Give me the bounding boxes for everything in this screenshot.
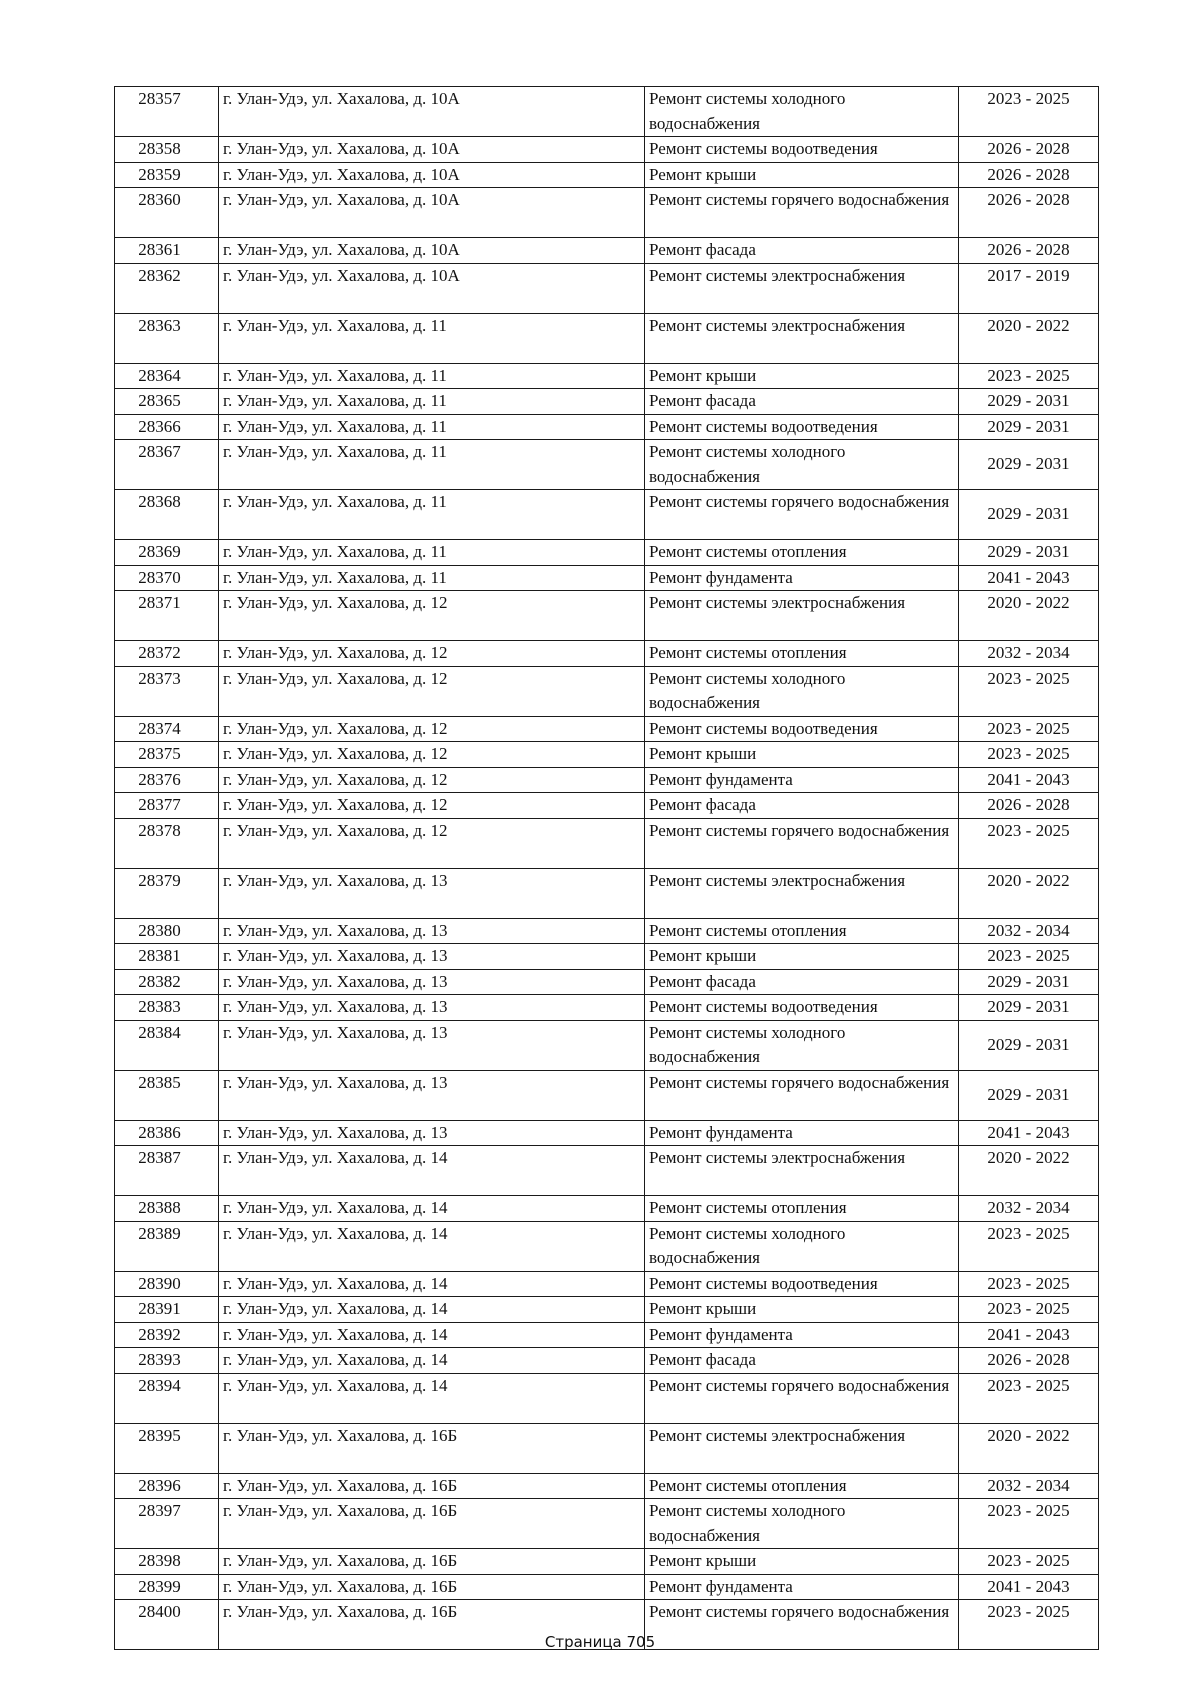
- row-number-cell: 28400: [115, 1600, 219, 1650]
- period-cell: 2023 - 2025: [959, 1221, 1099, 1271]
- table-row: [115, 1322, 1099, 1348]
- work-type-cell: Ремонт фундамента: [645, 1322, 959, 1348]
- work-type-cell: Ремонт крыши: [645, 1297, 959, 1323]
- address-cell: г. Улан-Удэ, ул. Хахалова, д. 12: [219, 818, 645, 868]
- row-number-cell: 28368: [115, 490, 219, 540]
- work-type-cell: Ремонт системы отопления: [645, 1473, 959, 1499]
- period-cell: 2041 - 2043: [959, 767, 1099, 793]
- table-row: [115, 414, 1099, 440]
- work-type-cell: Ремонт системы электроснабжения: [645, 313, 959, 363]
- page-number: Страница 705: [544, 1633, 656, 1651]
- table-row: [115, 666, 1099, 716]
- period-cell: 2029 - 2031: [959, 1070, 1099, 1120]
- row-number-cell: 28370: [115, 565, 219, 591]
- row-number-cell: 28365: [115, 389, 219, 415]
- period-cell: 2023 - 2025: [959, 742, 1099, 768]
- table-row: [115, 1020, 1099, 1070]
- address-cell: г. Улан-Удэ, ул. Хахалова, д. 13: [219, 1120, 645, 1146]
- period-cell: 2041 - 2043: [959, 565, 1099, 591]
- period-cell: 2029 - 2031: [959, 540, 1099, 566]
- period-cell: 2032 - 2034: [959, 641, 1099, 667]
- address-cell: г. Улан-Удэ, ул. Хахалова, д. 16Б: [219, 1423, 645, 1473]
- row-number-cell: 28389: [115, 1221, 219, 1271]
- address-cell: г. Улан-Удэ, ул. Хахалова, д. 12: [219, 666, 645, 716]
- address-cell: г. Улан-Удэ, ул. Хахалова, д. 10А: [219, 162, 645, 188]
- address-cell: г. Улан-Удэ, ул. Хахалова, д. 11: [219, 313, 645, 363]
- period-cell: 2023 - 2025: [959, 363, 1099, 389]
- address-cell: г. Улан-Удэ, ул. Хахалова, д. 11: [219, 363, 645, 389]
- table-row: [115, 716, 1099, 742]
- work-type-cell: Ремонт крыши: [645, 1549, 959, 1575]
- work-type-cell: Ремонт фундамента: [645, 767, 959, 793]
- work-type-cell: Ремонт системы холодного водоснабжения: [645, 1499, 959, 1549]
- row-number-cell: 28357: [115, 87, 219, 137]
- table-row: [115, 1271, 1099, 1297]
- row-number-cell: 28367: [115, 440, 219, 490]
- row-number-cell: 28379: [115, 868, 219, 918]
- address-cell: г. Улан-Удэ, ул. Хахалова, д. 11: [219, 540, 645, 566]
- table-row: [115, 793, 1099, 819]
- row-number-cell: 28397: [115, 1499, 219, 1549]
- row-number-cell: 28369: [115, 540, 219, 566]
- period-cell: 2029 - 2031: [959, 1020, 1099, 1070]
- address-cell: г. Улан-Удэ, ул. Хахалова, д. 12: [219, 591, 645, 641]
- work-type-cell: Ремонт системы отопления: [645, 1196, 959, 1222]
- work-type-cell: Ремонт системы горячего водоснабжения: [645, 1600, 959, 1650]
- work-type-cell: Ремонт системы водоотведения: [645, 995, 959, 1021]
- period-cell: 2026 - 2028: [959, 137, 1099, 163]
- work-type-cell: Ремонт системы электроснабжения: [645, 1423, 959, 1473]
- row-number-cell: 28381: [115, 944, 219, 970]
- work-type-cell: Ремонт системы водоотведения: [645, 716, 959, 742]
- row-number-cell: 28375: [115, 742, 219, 768]
- table-row: [115, 263, 1099, 313]
- work-type-cell: Ремонт крыши: [645, 363, 959, 389]
- row-number-cell: 28363: [115, 313, 219, 363]
- address-cell: г. Улан-Удэ, ул. Хахалова, д. 13: [219, 969, 645, 995]
- work-type-cell: Ремонт системы электроснабжения: [645, 591, 959, 641]
- work-type-cell: Ремонт системы отопления: [645, 641, 959, 667]
- table-row: [115, 540, 1099, 566]
- address-cell: г. Улан-Удэ, ул. Хахалова, д. 14: [219, 1373, 645, 1423]
- address-cell: г. Улан-Удэ, ул. Хахалова, д. 12: [219, 767, 645, 793]
- work-type-cell: Ремонт системы водоотведения: [645, 137, 959, 163]
- table-row: [115, 1499, 1099, 1549]
- work-type-cell: Ремонт фасада: [645, 969, 959, 995]
- table-row: [115, 818, 1099, 868]
- table-row: [115, 1146, 1099, 1196]
- address-cell: г. Улан-Удэ, ул. Хахалова, д. 14: [219, 1196, 645, 1222]
- address-cell: г. Улан-Удэ, ул. Хахалова, д. 16Б: [219, 1473, 645, 1499]
- address-cell: г. Улан-Удэ, ул. Хахалова, д. 13: [219, 995, 645, 1021]
- work-type-cell: Ремонт системы горячего водоснабжения: [645, 818, 959, 868]
- row-number-cell: 28366: [115, 414, 219, 440]
- table-row: [115, 440, 1099, 490]
- period-cell: 2023 - 2025: [959, 944, 1099, 970]
- table-row: [115, 1373, 1099, 1423]
- table-body: [115, 87, 1099, 1650]
- table-row: [115, 238, 1099, 264]
- period-cell: 2029 - 2031: [959, 389, 1099, 415]
- row-number-cell: 28384: [115, 1020, 219, 1070]
- work-type-cell: Ремонт фасада: [645, 793, 959, 819]
- address-cell: г. Улан-Удэ, ул. Хахалова, д. 11: [219, 565, 645, 591]
- period-cell: 2026 - 2028: [959, 188, 1099, 238]
- period-cell: 2020 - 2022: [959, 591, 1099, 641]
- work-type-cell: Ремонт системы горячего водоснабжения: [645, 490, 959, 540]
- work-type-cell: Ремонт фасада: [645, 1348, 959, 1374]
- row-number-cell: 28398: [115, 1549, 219, 1575]
- row-number-cell: 28376: [115, 767, 219, 793]
- period-cell: 2032 - 2034: [959, 918, 1099, 944]
- period-cell: 2023 - 2025: [959, 1271, 1099, 1297]
- table-row: [115, 490, 1099, 540]
- table-row: [115, 767, 1099, 793]
- work-type-cell: Ремонт системы водоотведения: [645, 1271, 959, 1297]
- period-cell: 2020 - 2022: [959, 1423, 1099, 1473]
- table-row: [115, 944, 1099, 970]
- work-type-cell: Ремонт системы электроснабжения: [645, 1146, 959, 1196]
- address-cell: г. Улан-Удэ, ул. Хахалова, д. 14: [219, 1221, 645, 1271]
- row-number-cell: 28373: [115, 666, 219, 716]
- table-row: [115, 389, 1099, 415]
- table-row: [115, 1297, 1099, 1323]
- row-number-cell: 28387: [115, 1146, 219, 1196]
- work-type-cell: Ремонт системы отопления: [645, 918, 959, 944]
- work-type-cell: Ремонт фундамента: [645, 1574, 959, 1600]
- row-number-cell: 28382: [115, 969, 219, 995]
- period-cell: 2023 - 2025: [959, 1549, 1099, 1575]
- table-row: [115, 87, 1099, 137]
- address-cell: г. Улан-Удэ, ул. Хахалова, д. 10А: [219, 137, 645, 163]
- row-number-cell: 28383: [115, 995, 219, 1021]
- address-cell: г. Улан-Удэ, ул. Хахалова, д. 11: [219, 440, 645, 490]
- work-type-cell: Ремонт крыши: [645, 162, 959, 188]
- table-row: [115, 918, 1099, 944]
- row-number-cell: 28399: [115, 1574, 219, 1600]
- period-cell: 2026 - 2028: [959, 238, 1099, 264]
- row-number-cell: 28371: [115, 591, 219, 641]
- table-row: [115, 591, 1099, 641]
- period-cell: 2041 - 2043: [959, 1322, 1099, 1348]
- period-cell: 2026 - 2028: [959, 1348, 1099, 1374]
- address-cell: г. Улан-Удэ, ул. Хахалова, д. 11: [219, 389, 645, 415]
- table-row: [115, 1196, 1099, 1222]
- work-type-cell: Ремонт системы горячего водоснабжения: [645, 1070, 959, 1120]
- row-number-cell: 28361: [115, 238, 219, 264]
- repair-schedule-table: [114, 86, 1099, 1650]
- row-number-cell: 28391: [115, 1297, 219, 1323]
- period-cell: 2029 - 2031: [959, 995, 1099, 1021]
- work-type-cell: Ремонт системы горячего водоснабжения: [645, 188, 959, 238]
- period-cell: 2029 - 2031: [959, 490, 1099, 540]
- row-number-cell: 28393: [115, 1348, 219, 1374]
- address-cell: г. Улан-Удэ, ул. Хахалова, д. 10А: [219, 188, 645, 238]
- table-row: [115, 1120, 1099, 1146]
- table-row: [115, 188, 1099, 238]
- period-cell: 2023 - 2025: [959, 1373, 1099, 1423]
- period-cell: 2029 - 2031: [959, 440, 1099, 490]
- row-number-cell: 28390: [115, 1271, 219, 1297]
- period-cell: 2023 - 2025: [959, 1499, 1099, 1549]
- period-cell: 2032 - 2034: [959, 1196, 1099, 1222]
- period-cell: 2026 - 2028: [959, 162, 1099, 188]
- row-number-cell: 28395: [115, 1423, 219, 1473]
- row-number-cell: 28377: [115, 793, 219, 819]
- period-cell: 2041 - 2043: [959, 1574, 1099, 1600]
- work-type-cell: Ремонт крыши: [645, 742, 959, 768]
- row-number-cell: 28358: [115, 137, 219, 163]
- period-cell: 2026 - 2028: [959, 793, 1099, 819]
- work-type-cell: Ремонт системы холодного водоснабжения: [645, 1221, 959, 1271]
- address-cell: г. Улан-Удэ, ул. Хахалова, д. 12: [219, 641, 645, 667]
- table-row: [115, 1473, 1099, 1499]
- table-row: [115, 995, 1099, 1021]
- work-type-cell: Ремонт системы электроснабжения: [645, 263, 959, 313]
- row-number-cell: 28374: [115, 716, 219, 742]
- table-row: [115, 1549, 1099, 1575]
- row-number-cell: 28394: [115, 1373, 219, 1423]
- table-row: [115, 1348, 1099, 1374]
- work-type-cell: Ремонт системы отопления: [645, 540, 959, 566]
- table-row: [115, 565, 1099, 591]
- row-number-cell: 28380: [115, 918, 219, 944]
- address-cell: г. Улан-Удэ, ул. Хахалова, д. 14: [219, 1348, 645, 1374]
- address-cell: г. Улан-Удэ, ул. Хахалова, д. 16Б: [219, 1499, 645, 1549]
- work-type-cell: Ремонт системы холодного водоснабжения: [645, 666, 959, 716]
- row-number-cell: 28385: [115, 1070, 219, 1120]
- row-number-cell: 28364: [115, 363, 219, 389]
- address-cell: г. Улан-Удэ, ул. Хахалова, д. 13: [219, 1070, 645, 1120]
- table-row: [115, 868, 1099, 918]
- table-row: [115, 742, 1099, 768]
- table-row: [115, 137, 1099, 163]
- address-cell: г. Улан-Удэ, ул. Хахалова, д. 12: [219, 716, 645, 742]
- address-cell: г. Улан-Удэ, ул. Хахалова, д. 14: [219, 1271, 645, 1297]
- row-number-cell: 28359: [115, 162, 219, 188]
- work-type-cell: Ремонт фундамента: [645, 1120, 959, 1146]
- work-type-cell: Ремонт фасада: [645, 389, 959, 415]
- work-type-cell: Ремонт крыши: [645, 944, 959, 970]
- table-row: [115, 363, 1099, 389]
- work-type-cell: Ремонт системы холодного водоснабжения: [645, 87, 959, 137]
- period-cell: 2029 - 2031: [959, 414, 1099, 440]
- row-number-cell: 28392: [115, 1322, 219, 1348]
- table-row: [115, 641, 1099, 667]
- row-number-cell: 28388: [115, 1196, 219, 1222]
- work-type-cell: Ремонт системы горячего водоснабжения: [645, 1373, 959, 1423]
- table-row: [115, 1574, 1099, 1600]
- period-cell: 2032 - 2034: [959, 1473, 1099, 1499]
- address-cell: г. Улан-Удэ, ул. Хахалова, д. 11: [219, 414, 645, 440]
- table-row: [115, 1221, 1099, 1271]
- row-number-cell: 28360: [115, 188, 219, 238]
- period-cell: 2041 - 2043: [959, 1120, 1099, 1146]
- address-cell: г. Улан-Удэ, ул. Хахалова, д. 13: [219, 868, 645, 918]
- table-row: [115, 162, 1099, 188]
- work-type-cell: Ремонт фасада: [645, 238, 959, 264]
- work-type-cell: Ремонт системы холодного водоснабжения: [645, 1020, 959, 1070]
- period-cell: 2029 - 2031: [959, 969, 1099, 995]
- row-number-cell: 28396: [115, 1473, 219, 1499]
- row-number-cell: 28386: [115, 1120, 219, 1146]
- period-cell: 2023 - 2025: [959, 1297, 1099, 1323]
- row-number-cell: 28378: [115, 818, 219, 868]
- period-cell: 2023 - 2025: [959, 818, 1099, 868]
- address-cell: г. Улан-Удэ, ул. Хахалова, д. 13: [219, 1020, 645, 1070]
- period-cell: 2020 - 2022: [959, 313, 1099, 363]
- address-cell: г. Улан-Удэ, ул. Хахалова, д. 14: [219, 1297, 645, 1323]
- address-cell: г. Улан-Удэ, ул. Хахалова, д. 13: [219, 944, 645, 970]
- period-cell: 2020 - 2022: [959, 868, 1099, 918]
- address-cell: г. Улан-Удэ, ул. Хахалова, д. 16Б: [219, 1600, 645, 1650]
- address-cell: г. Улан-Удэ, ул. Хахалова, д. 14: [219, 1322, 645, 1348]
- address-cell: г. Улан-Удэ, ул. Хахалова, д. 12: [219, 793, 645, 819]
- work-type-cell: Ремонт системы водоотведения: [645, 414, 959, 440]
- table-row: [115, 1423, 1099, 1473]
- period-cell: 2017 - 2019: [959, 263, 1099, 313]
- address-cell: г. Улан-Удэ, ул. Хахалова, д. 13: [219, 918, 645, 944]
- address-cell: г. Улан-Удэ, ул. Хахалова, д. 16Б: [219, 1549, 645, 1575]
- row-number-cell: 28372: [115, 641, 219, 667]
- period-cell: 2023 - 2025: [959, 87, 1099, 137]
- work-type-cell: Ремонт системы электроснабжения: [645, 868, 959, 918]
- work-type-cell: Ремонт системы холодного водоснабжения: [645, 440, 959, 490]
- address-cell: г. Улан-Удэ, ул. Хахалова, д. 16Б: [219, 1574, 645, 1600]
- period-cell: 2023 - 2025: [959, 666, 1099, 716]
- period-cell: 2023 - 2025: [959, 716, 1099, 742]
- work-type-cell: Ремонт фундамента: [645, 565, 959, 591]
- period-cell: 2020 - 2022: [959, 1146, 1099, 1196]
- address-cell: г. Улан-Удэ, ул. Хахалова, д. 11: [219, 490, 645, 540]
- table-row: [115, 313, 1099, 363]
- period-cell: 2023 - 2025: [959, 1600, 1099, 1650]
- address-cell: г. Улан-Удэ, ул. Хахалова, д. 14: [219, 1146, 645, 1196]
- address-cell: г. Улан-Удэ, ул. Хахалова, д. 10А: [219, 263, 645, 313]
- address-cell: г. Улан-Удэ, ул. Хахалова, д. 10А: [219, 87, 645, 137]
- table-row: [115, 1070, 1099, 1120]
- row-number-cell: 28362: [115, 263, 219, 313]
- table-row: [115, 969, 1099, 995]
- address-cell: г. Улан-Удэ, ул. Хахалова, д. 10А: [219, 238, 645, 264]
- address-cell: г. Улан-Удэ, ул. Хахалова, д. 12: [219, 742, 645, 768]
